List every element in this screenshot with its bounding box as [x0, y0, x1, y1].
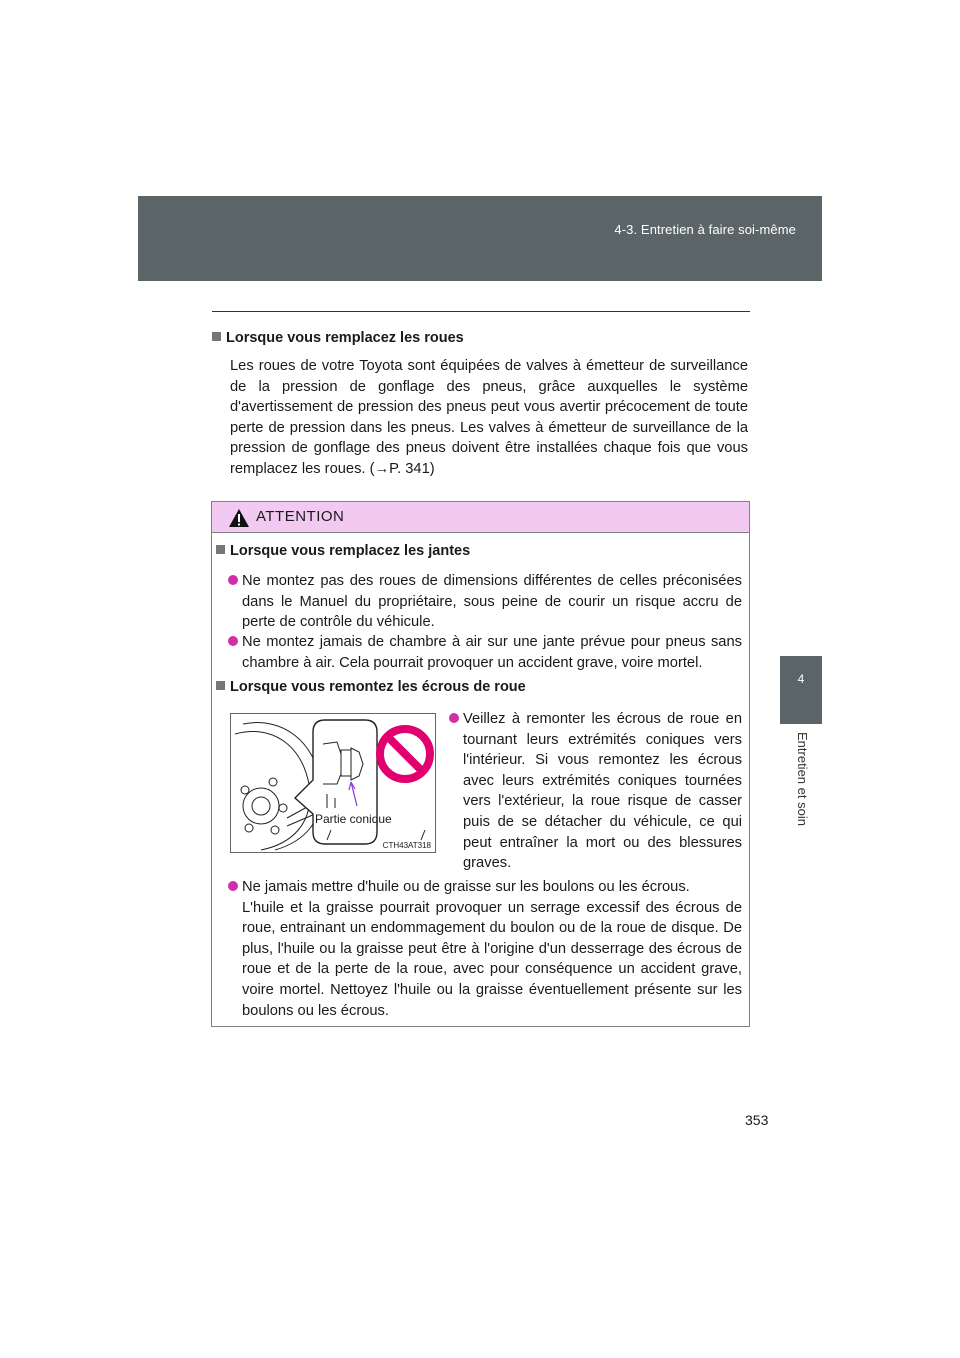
section-heading: Lorsque vous remplacez les roues: [212, 328, 748, 348]
round-bullet-icon: [228, 575, 238, 585]
divider: [212, 311, 750, 312]
wheel-nut-illustration: [230, 713, 436, 853]
warning-heading-nuts: Lorsque vous remontez les écrous de roue: [216, 679, 526, 695]
chapter-title: 4-3. Entretien à faire soi-même: [614, 222, 796, 237]
warning-bullet: Ne montez jamais de chambre à air sur une jante prévue pour pneus sans chambre à air. Cela pourrait provoquer un accident grave, voire mortel.: [228, 632, 742, 673]
square-bullet-icon: [216, 545, 225, 554]
warning-triangle-icon: [228, 508, 250, 528]
warning-bullet: Veillez à remonter les écrous de roue en tournant leurs extrémités coniques vers l'intérieur. Si vous remontez les écrous avec leurs extrémités coniques tournées vers l'extérieur, la roue risque de casser puis de se détacher du véhicule, ce qui peut entraîner la mort ou des blessures graves.: [449, 709, 742, 874]
warning-box: [211, 501, 750, 1027]
chapter-tab: [780, 656, 822, 724]
header-band: [138, 196, 822, 281]
warning-header: [212, 502, 749, 533]
square-bullet-icon: [212, 332, 221, 341]
section-paragraph: Les roues de votre Toyota sont équipées de valves à émetteur de surveillance de la pression de gonflage des pneus, grâce auxquelles le système d'avertissement de pression des pneus peut vous avertir précocement de toute perte de pression dans les pneus. Les valves à émetteur de surveillance de la pression de gonflage des pneus doivent être installées chaque fois que vous remplacez les roues. (→P. 341): [230, 358, 748, 477]
warning-bullet: Ne jamais mettre d'huile ou de graisse sur les boulons ou les écrous. L'huile et la graisse pourrait provoquer un serrage excessif des écrous de roue, entrainant un endommagement du boulon ou de la roue de disque. De plus, l'huile ou la graisse peut être à l'origine d'un desserrage des écrous de roue et de la perte de la roue, avec pour conséquence un accident grave, voire mortel. Nettoyez l'huile ou la graisse éventuellement présente sur les boulons ou les écrous.: [228, 877, 742, 1021]
square-bullet-icon: [216, 681, 225, 690]
chapter-side-label: Entretien et soin: [795, 732, 810, 826]
prohibition-icon: [380, 729, 430, 779]
illustration-code: CTH43AT318: [382, 841, 431, 850]
round-bullet-icon: [228, 636, 238, 646]
chapter-number: 4: [797, 672, 805, 686]
warning-heading-rims: Lorsque vous remplacez les jantes: [216, 543, 470, 559]
round-bullet-icon: [449, 713, 459, 723]
warning-bullet-continuation: L'huile et la graisse pourrait provoquer un serrage excessif des écrous de roue, entrainant un endommagement du boulon ou de la roue de disque. De plus, l'huile ou la graisse peut être à l'origine d'un desserrage des écrous de roue et de la perte de la roue, avec pour conséquence un accident grave, voire mortel. Nettoyez l'huile ou la graisse éventuellement présente sur les boulons ou les écrous.: [242, 899, 742, 1019]
section-wheel-replacement: [212, 328, 748, 480]
warning-bullet: Ne montez pas des roues de dimensions différentes de celles préconisées dans le Manuel du propriétaire, sous peine de courir un risque accru de perte de contrôle du véhicule.: [228, 571, 742, 633]
wheel-hub-drawing: [231, 714, 435, 852]
round-bullet-icon: [228, 881, 238, 891]
illustration-label: Partie conique: [315, 812, 392, 826]
warning-title: ATTENTION: [256, 508, 345, 525]
page-number: 353: [745, 1112, 769, 1128]
